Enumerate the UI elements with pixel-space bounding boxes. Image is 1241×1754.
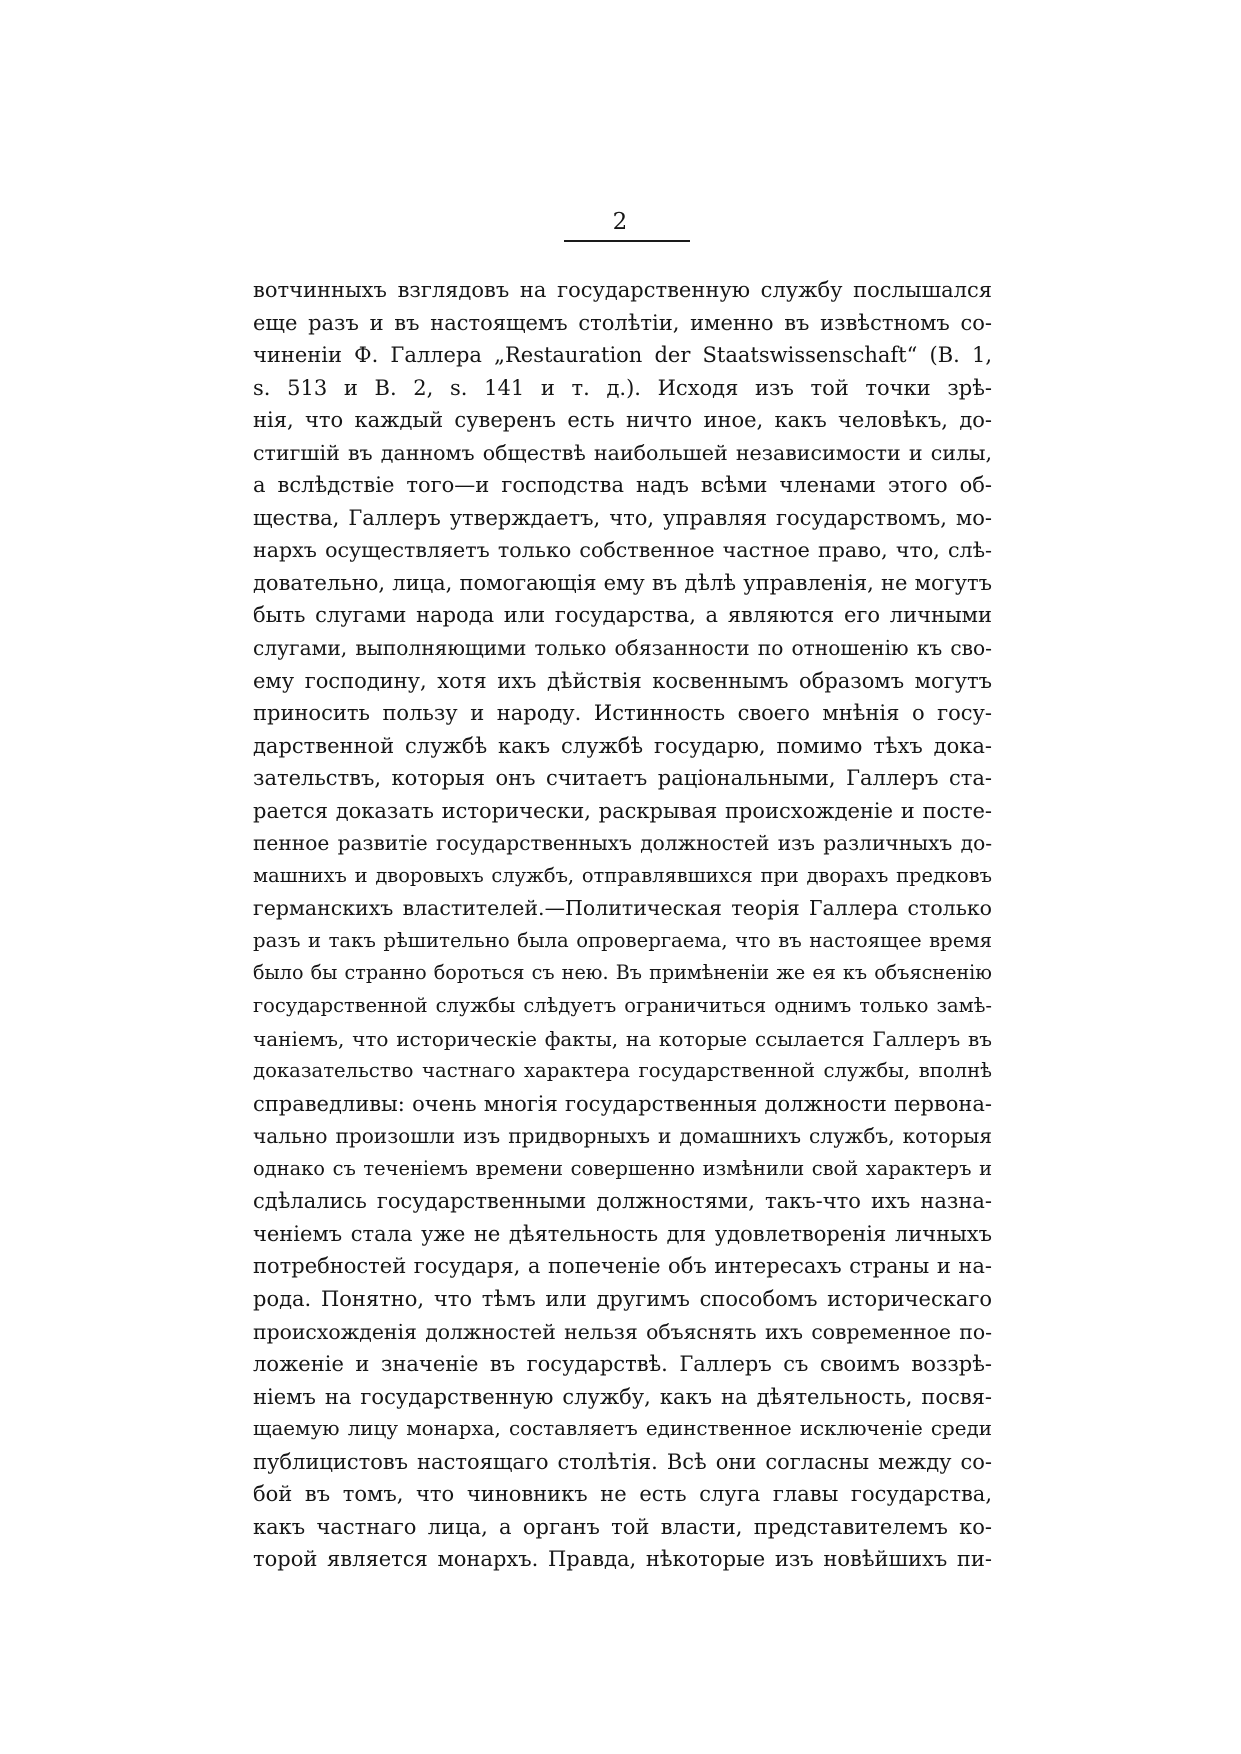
text-line: чально произошли изъ придворныхъ и домашнихъ службъ, которыя	[253, 1124, 992, 1149]
text-line: быть слугами народа или государства, а являются его личными	[253, 603, 992, 628]
text-line: рода. Понятно, что тѣмъ или другимъ способомъ историческаго	[253, 1286, 992, 1311]
text-line: разъ и такъ рѣшительно была опровергаема, что въ настоящее время	[253, 928, 992, 952]
body-text	[253, 274, 992, 1576]
text-line: потребностей государя, а попеченіе объ интересахъ страны и на-	[253, 1254, 992, 1279]
text-line: нархъ осуществляетъ только собственное частное право, что, слѣ-	[253, 538, 992, 563]
text-line: стигшій въ данномъ обществѣ наибольшей независимости и силы,	[253, 440, 992, 465]
text-line: справедливы: очень многія государственныя должности первона-	[253, 1091, 992, 1116]
text-line: происхожденія должностей нельзя объяснять ихъ современное по-	[253, 1319, 992, 1344]
text-line: торой является монархъ. Правда, нѣкоторые изъ новѣйшихъ пи-	[253, 1547, 992, 1572]
text-line: еще разъ и въ настоящемъ столѣтіи, именно въ извѣстномъ со-	[253, 310, 992, 335]
text-line: доказательство частнаго характера государственной службы, вполнѣ	[253, 1059, 992, 1083]
text-line: публицистовъ настоящаго столѣтія. Всѣ они согласны между со-	[253, 1449, 992, 1474]
text-line: а вслѣдствіе того—и господства надъ всѣми членами этого об-	[253, 473, 992, 498]
text-line: приносить пользу и народу. Истинность своего мнѣнія о госу-	[253, 701, 992, 726]
text-line: чиненіи Ф. Галлера „Restauration der Staatswissenschaft“ (B. 1,	[253, 343, 992, 368]
text-line: бой въ томъ, что чиновникъ не есть слуга главы государства,	[253, 1482, 992, 1507]
text-line: щества, Галлеръ утверждаетъ, что, управляя государствомъ, мо-	[253, 505, 992, 530]
text-line: пенное развитіе государственныхъ должностей изъ различныхъ до-	[253, 831, 992, 856]
text-line: зательствъ, которыя онъ считаетъ раціональными, Галлеръ ста-	[253, 766, 992, 791]
text-line: ченіемъ стала уже не дѣятельность для удовлетворенія личныхъ	[253, 1221, 992, 1246]
text-line: государственной службы слѣдуетъ ограничиться однимъ только замѣ-	[253, 994, 992, 1018]
text-line: s. 513 и B. 2, s. 141 и т. д.). Исходя изъ той точки зрѣ-	[253, 375, 992, 400]
text-line: щаемую лицу монарха, составляетъ единственное исключеніе среди	[253, 1417, 992, 1441]
text-line: машнихъ и дворовыхъ службъ, отправлявшихся при дворахъ предковъ	[253, 863, 992, 887]
text-line: ніемъ на государственную службу, какъ на дѣятельность, посвя-	[253, 1384, 992, 1409]
page-number-rule	[564, 240, 690, 242]
text-line: рается доказать исторически, раскрывая происхожденіе и посте-	[253, 798, 992, 823]
text-line: чаніемъ, что историческіе факты, на которые ссылается Галлеръ въ	[253, 1026, 992, 1051]
text-line: какъ частнаго лица, а органъ той власти, представителемъ ко-	[253, 1514, 992, 1539]
text-line: слугами, выполняющими только обязанности по отношенію къ сво-	[253, 636, 992, 661]
text-line: германскихъ властителей.—Политическая теорія Галлера столько	[253, 896, 992, 921]
text-line: ложеніе и значеніе въ государствѣ. Галлеръ съ своимъ воззрѣ-	[253, 1352, 992, 1377]
text-line: довательно, лица, помогающія ему въ дѣлѣ управленія, не могутъ	[253, 570, 992, 595]
text-line: сдѣлались государственными должностями, такъ-что ихъ назна-	[253, 1189, 992, 1214]
text-line: нія, что каждый суверенъ есть ничто иное, какъ человѣкъ, до-	[253, 408, 992, 433]
text-line: ему господину, хотя ихъ дѣйствія косвеннымъ образомъ могутъ	[253, 668, 992, 693]
text-line: вотчинныхъ взглядовъ на государственную службу послышался	[253, 278, 992, 302]
text-line: однако съ теченіемъ времени совершенно измѣнили свой характеръ и	[253, 1156, 992, 1180]
page-number: 2	[612, 209, 629, 235]
text-line: было бы странно бороться съ нею. Въ примѣненіи же ея къ объясненію	[253, 961, 992, 985]
text-line: дарственной службѣ какъ службѣ государю, помимо тѣхъ дока-	[253, 733, 992, 758]
